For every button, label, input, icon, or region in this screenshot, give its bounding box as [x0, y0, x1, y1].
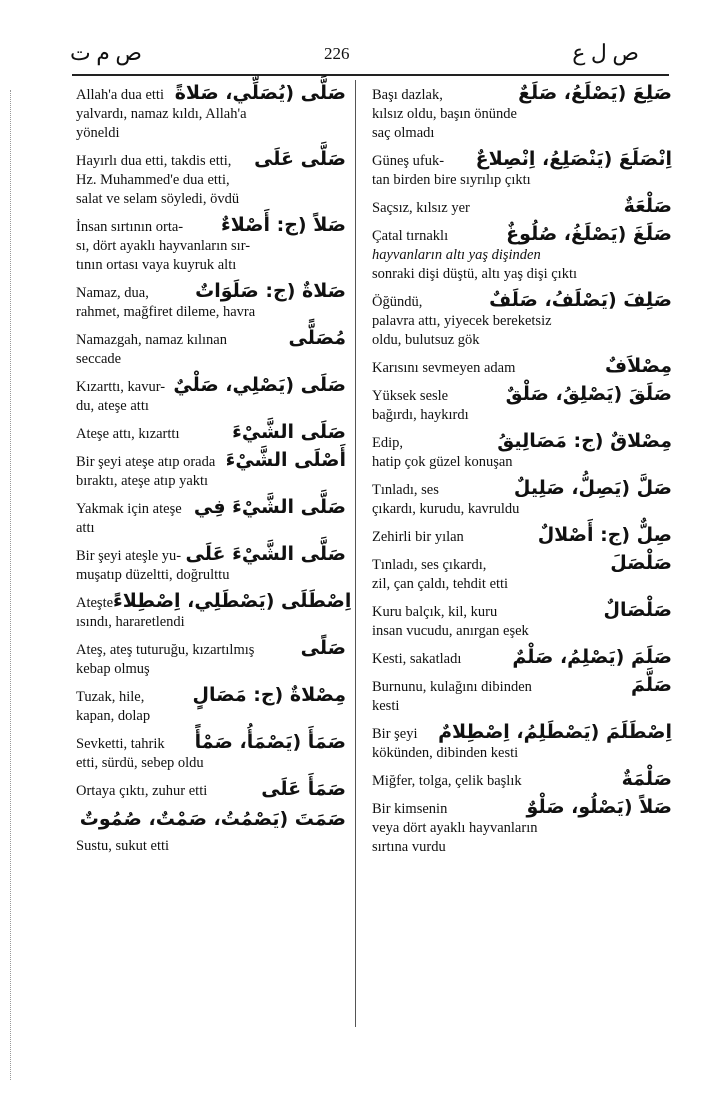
dictionary-entry [372, 197, 672, 218]
entry-meaning: Ateşe attı, kızarttı [76, 426, 180, 442]
entry-meaning-line: palavra attı, yiyecek bereketsiz [372, 313, 552, 329]
entry-headword: صَلَى الشَّيْءَ [232, 421, 346, 443]
entry-meaning-line: seccade [76, 351, 122, 367]
entry-headword: صَلَّى عَلَى [254, 148, 346, 170]
dictionary-entry [76, 733, 346, 773]
entry-headword: صَلاةٌ (ج: صَلَوَاتٌ [195, 280, 346, 302]
entry-meaning: Ortaya çıktı, zuhur etti [76, 783, 208, 799]
dictionary-entry [372, 432, 672, 472]
dictionary-entry [372, 526, 672, 547]
dictionary-entry [76, 216, 346, 275]
entry-meaning-line: insan vucudu, anırgan eşek [372, 623, 529, 639]
dictionary-entry [372, 648, 672, 669]
entry-meaning-line: sırtına vurdu [372, 839, 446, 855]
dictionary-entry [76, 84, 346, 143]
entry-meaning-line: bağırdı, haykırdı [372, 407, 469, 423]
entry-meaning: Yüksek sesle [372, 388, 449, 404]
entry-meaning: Tınladı, ses çıkardı, [372, 557, 487, 573]
dictionary-entry [76, 376, 346, 416]
entry-headword: اِصْطَلَى (يَصْطَلِي، اِصْطِلاءً [113, 590, 352, 612]
entry-headword: أَصْلَى الشَّيْءَ [225, 449, 346, 471]
entry-headword: مِصْلاةٌ (ج: مَصَالٍ [192, 684, 346, 706]
entry-meaning-line: etti, sürdü, sebep oldu [76, 755, 204, 771]
dictionary-entry [76, 837, 346, 856]
left-column [76, 82, 352, 863]
dictionary-entry [76, 780, 346, 801]
entry-meaning-line: kebap olmuş [76, 661, 150, 677]
dictionary-entry [372, 479, 672, 519]
entry-headword: صَلاً (يَصْلُو، صَلْوٌ [526, 796, 672, 818]
entry-meaning: Başı dazlak, [372, 87, 443, 103]
dictionary-entry [372, 676, 672, 716]
dictionary-entry [372, 150, 672, 190]
entry-meaning-line: attı [76, 520, 95, 536]
dictionary-entry [372, 225, 672, 284]
entry-headword: صَلَى (يَصْلِي، صَلْيٌ [173, 374, 346, 396]
entry-meaning-line: zil, çan çaldı, tehdit etti [372, 576, 509, 592]
entry-meaning: Bir kimsenin [372, 801, 448, 817]
dictionary-entry [76, 150, 346, 209]
entry-meaning: Kuru balçık, kil, kuru [372, 604, 498, 620]
entry-meaning-line: sı, dört ayaklı hayvanların sır- [76, 238, 251, 254]
entry-meaning: Bir şeyi ateşle yu- [76, 548, 182, 564]
entry-headword: صَمَتَ (يَصْمُتُ، صَمْتٌ، صُمُوتٌ [79, 808, 346, 830]
entry-meaning-line: tının ortası vaya kuyruk altı [76, 257, 237, 273]
entry-meaning-line: sonraki dişi düştü, altı yaş dişi çıktı [372, 266, 578, 282]
entry-meaning-line: hatip çok güzel konuşan [372, 454, 513, 470]
entry-meaning: Sustu, sukut etti [76, 838, 170, 854]
entry-meaning: Namazgah, namaz kılınan [76, 332, 227, 348]
entry-meaning-line: kesti [372, 698, 400, 714]
dictionary-entry [372, 770, 672, 791]
entry-headword: صَلَّى (يُصَلِّي، صَلاةً [174, 82, 346, 104]
entry-meaning: Allah'a dua etti [76, 87, 164, 103]
entry-headword: صَلْصَالٌ [603, 599, 672, 621]
entry-headword: صَلاً (ج: أَصْلاءٌ [220, 214, 346, 236]
entry-headword: صَلَّى الشَّيْءَ عَلَى [185, 543, 346, 565]
entry-meaning-line: Hz. Muhammed'e dua etti, [76, 172, 230, 188]
page-header [0, 38, 719, 72]
entry-meaning: Hayırlı dua etti, takdis etti, [76, 153, 232, 169]
entry-meaning-line: rahmet, mağfiret dileme, havra [76, 304, 256, 320]
entry-headword: اِنْصَلَعَ (يَنْصَلِعُ، اِنْصِلاعٌ [475, 148, 672, 170]
dictionary-entry [76, 639, 346, 679]
entry-meaning: Tınladı, ses [372, 482, 439, 498]
entry-meaning: Miğfer, tolga, çelik başlık [372, 773, 522, 789]
entry-meaning-line: veya dört ayaklı hayvanların [372, 820, 538, 836]
entry-headword: صَلْصَلَ [610, 552, 672, 574]
entry-headword: اِصْطَلَمَ (يَصْطَلِمُ، اِصْطِلامٌ [438, 721, 672, 743]
dictionary-entry [76, 808, 346, 830]
entry-headword: مُصَلًّى [288, 327, 346, 349]
dictionary-entry [372, 601, 672, 641]
dictionary-entry [372, 84, 672, 143]
entry-headword: صَلْمَةٌ [621, 768, 672, 790]
entry-headword: صِلٌّ (ج: أَصْلالٌ [537, 524, 672, 546]
entry-meaning: Zehirli bir yılan [372, 529, 464, 545]
header-right-letters: ص ل ع [572, 40, 639, 65]
dictionary-entry [76, 451, 346, 491]
column-divider [355, 80, 356, 1027]
entry-meaning: İnsan sırtının orta- [76, 219, 184, 235]
header-left-letters: ص م ت [70, 40, 142, 65]
entry-meaning: Tuzak, hile, [76, 689, 145, 705]
margin-dotted-line [10, 90, 11, 1080]
entry-meaning-line: kökünden, dibinden kesti [372, 745, 519, 761]
entry-headword: صَلًى [300, 637, 346, 659]
dictionary-entry [76, 590, 352, 632]
entry-headword: صَمَأَ (يَصْمَأُ، صَمْأً [194, 731, 346, 753]
entry-meaning-line: du, ateşe attı [76, 398, 149, 414]
entry-meaning: Çatal tırnaklı [372, 228, 449, 244]
entry-headword: صَلِعَ (يَصْلَعُ، صَلَعٌ [518, 82, 672, 104]
entry-meaning-line: muşatıp düzeltti, doğrulttu [76, 567, 230, 583]
entry-headword: صَلَّى الشَّيْءَ فِي [193, 496, 346, 518]
entry-headword: صَمَأَ عَلَى [261, 778, 346, 800]
page-number: 226 [324, 44, 350, 63]
entry-meaning: Edip, [372, 435, 404, 451]
entry-meaning-line: yalvardı, namaz kıldı, Allah'a [76, 106, 247, 122]
entry-meaning: Bir şeyi [372, 726, 418, 742]
header-rule [72, 74, 669, 76]
dictionary-entry [76, 423, 346, 444]
entry-headword: صَلَّ (يَصِلُّ، صَلِيلٌ [513, 477, 672, 499]
entry-meaning: Ateş, ateş tuturuğu, kızartılmış [76, 642, 255, 658]
entry-meaning-line: hayvanların altı yaş dişinden [372, 247, 541, 263]
entry-meaning-line: kılsız oldu, başın önünde [372, 106, 517, 122]
entry-meaning: Ateşte [76, 595, 114, 611]
entry-meaning: Saçsız, kılsız yer [372, 200, 470, 216]
entry-meaning: Bir şeyi ateşe atıp orada [76, 454, 216, 470]
entry-headword: صَلَمَ (يَصْلِمُ، صَلْمٌ [512, 646, 672, 668]
entry-meaning: Yakmak için ateşe [76, 501, 182, 517]
entry-meaning: Namaz, dua, [76, 285, 149, 301]
entry-meaning: Burnunu, kulağını dibinden [372, 679, 532, 695]
entry-headword: صَلْعَةٌ [623, 195, 672, 217]
entry-meaning-line: tan birden bire sıyrılıp çıktı [372, 172, 531, 188]
entry-meaning-line: yöneldi [76, 125, 120, 141]
entry-headword: مِصْلاقٌ (ج: مَصَالِيقُ [497, 430, 672, 452]
dictionary-entry [372, 385, 672, 425]
entry-headword: صَلِفَ (يَصْلَفُ، صَلَفٌ [489, 289, 672, 311]
entry-meaning-line: oldu, bulutsuz gök [372, 332, 480, 348]
entry-meaning: Öğündü, [372, 294, 423, 310]
dictionary-entry [372, 554, 672, 594]
entry-headword: صَلَّمَ [630, 674, 672, 696]
right-column [372, 84, 672, 864]
dictionary-entry [76, 686, 346, 726]
entry-headword: صَلَغَ (يَصْلَغُ، صُلُوغٌ [506, 223, 672, 245]
entry-meaning-line: kapan, dolap [76, 708, 151, 724]
dictionary-entry [372, 291, 672, 350]
dictionary-entry [372, 798, 672, 857]
entry-meaning-line: salat ve selam söyledi, övdü [76, 191, 240, 207]
entry-headword: صَلَقَ (يَصْلِقُ، صَلْقٌ [505, 383, 672, 405]
entry-meaning: Karısını sevmeyen adam [372, 360, 516, 376]
dictionary-entry [372, 723, 672, 763]
dictionary-entry [76, 545, 346, 585]
dictionary-entry [76, 498, 346, 538]
dictionary-entry [372, 357, 672, 378]
entry-meaning-line: bıraktı, ateşe atıp yaktı [76, 473, 209, 489]
entry-meaning: Güneş ufuk- [372, 153, 445, 169]
entry-meaning: Sevketti, tahrik [76, 736, 165, 752]
dictionary-entry [76, 329, 346, 369]
entry-meaning-line: ısındı, hararetlendi [76, 614, 185, 630]
entry-meaning: Kızarttı, kavur- [76, 379, 166, 395]
entry-meaning-line: saç olmadı [372, 125, 435, 141]
entry-meaning: Kesti, sakatladı [372, 651, 462, 667]
entry-headword: مِصْلاَفٌ [605, 355, 672, 377]
dictionary-entry [76, 282, 346, 322]
entry-meaning-line: çıkardı, kurudu, kavruldu [372, 501, 520, 517]
